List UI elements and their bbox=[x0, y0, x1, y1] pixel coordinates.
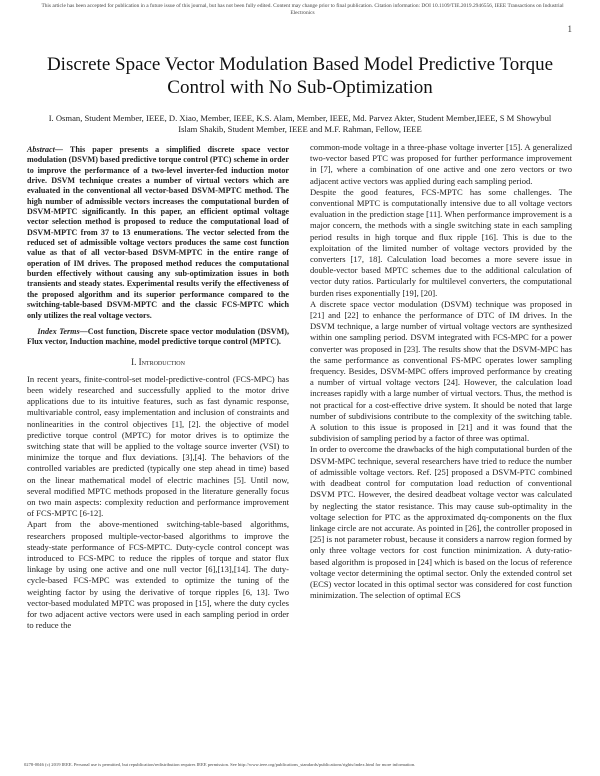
body-paragraph: In recent years, finite-control-set model-predictive-control (FCS-MPC) has been widely researched and successfully applied to the motor drive applications due to its intuitive features, such as fast dynamic response, multivariable control, easy implementation and inclusion of constraints and nonlinearities in the control objectives [1], [2]. the objective of model predictive torque control (MPTC) for motor drives is to optimize the switching state that will be applied to the voltage source inverter (VSI) to minimize the torque and flux deviations. [3],[4]. The behaviors of the controlled variables are predicted (typically one step ahead in time) based on the linear mathematical model of electric machines [5]. Until now, several modified MPTC methods proposed in the literature generally focus on two main aspects: complexity reduction and performance improvement of FCS-MPTC [6-12]. bbox=[27, 373, 289, 519]
abstract bbox=[27, 145, 289, 321]
left-column bbox=[27, 145, 289, 631]
journal-header-note: This article has been accepted for publication in a future issue of this journal, but has not been fully edited. Content may change prior to final publication. Citation information: DOI 10.1109/TIE.2019.2946556, IEEE Transactions on Industrial Electronics bbox=[41, 3, 564, 17]
paper-title: Discrete Space Vector Modulation Based Model Predictive Torque Control with No Sub-Optimization bbox=[46, 54, 554, 98]
section-heading-introduction: I. Introduction bbox=[131, 356, 185, 367]
body-paragraph: Despite the good features, FCS-MPTC has some challenges. The conventional MPTC is computationally intensive due to all voltage vectors evaluation in the prediction stage [11]. When performance improvement is a major concern, the methods with a single switching state in each sampling period results in high torque and flux ripple [16]. This is due to the exploitation of the limited number of voltage vectors provided by the converters [17, 18]. Calculation load becomes a more severe issue in double-vector based MPTC schemes due to the additional calculation of vector duty ratios. Particularly for multilevel converters, the computational burden rises exponentially [19], [20]. bbox=[310, 186, 572, 298]
abstract-label: Abstract— bbox=[27, 145, 63, 154]
copyright-footer: 0278-0046 (c) 2019 IEEE. Personal use is permitted, but republication/redistribution requires IEEE permission. See http://www.ieee.org/publications_standards/publications/rights/index.html for more information. bbox=[24, 762, 416, 767]
page-number: 1 bbox=[567, 24, 572, 34]
index-terms-label: Index Terms— bbox=[37, 326, 88, 336]
body-paragraph: common-mode voltage in a three-phase voltage inverter [15]. A generalized two-vector based PTC was proposed for further performance improvement in [7], where a combination of one active and one zero vectors or two adjacent active vectors was applied during each sampling period. bbox=[310, 142, 572, 186]
author-list: I. Osman, Student Member, IEEE, D. Xiao, Member, IEEE, K.S. Alam, Member, IEEE, Md. Parvez Akter, Student Member,IEEE, S M Showybul Islam Shakib, Student Member, IEEE and M.F. Rahman, Fellow, IEEE bbox=[48, 113, 552, 134]
body-paragraph: Apart from the above-mentioned switching-table-based algorithms, researchers proposed multiple-vector-based algorithms to improve the steady-state performance of FCS-MPTC. Duty-cycle control concept was introduced to FCS-MPC to reduce the ripples of torque and stator flux linkage by using one active and one null vector [6],[13],[14]. The duty-cycle-based FCS-MPC was extended to optimize the tuning of the weighting factor by using the derivative of torque ripples [6, 13]. Two vector-based modulated MPTC was proposed in [15], where the duty cycles for two adjacent active vectors were used in each sampling period in order to reduce the bbox=[27, 519, 289, 631]
index-terms-text: Cost function, Discrete space vector modulation (DSVM), Flux vector, Induction machine, model predictive torque control (MPTC). bbox=[27, 326, 290, 347]
body-paragraph: A discrete space vector modulation (DSVM) technique was proposed in [21] and [22] to enhance the performance of DTC of IM drives. In the DSVM technique, a large number of virtual voltage vectors are synthesized within one sampling period. DSVM integrated with FCS-MPC for a power converter was proposed in [23]. The results show that the DSVM-MPC has the same performance as conventional FS-MPC operates lower sampling frequency. Besides, DSVM-MPC offers improved performance by creating a number of virtual voltage vectors [24]. However, the calculation load increases rapidly with a large number of virtual vectors. Thus, the method is not practical for a cost-effective drive system. It should be noted that large number of subdivisions contribute to the complexity of the switching table. A solution to this issue is proposed in [21] and it was found that the subdivision of sampling period by a factor of three was optimal. bbox=[310, 298, 572, 444]
abstract-text: This paper presents a simplified discrete space vector modulation (DSVM) based predictive torque control (PTC) scheme in order to improve the performance of a two-level inverter-fed induction motor drive. DSVM technique creates a number of virtual vectors which are evaluated in the conventional all vector-based DSVM-MPTC method. The high number of admissible vectors increases the computational burden of DSVM-MPTC significantly. In this paper, an efficient optimal voltage vector selection method is proposed to reduce the computational load of DSVM-MPTC from 37 to 13 enumerations. The vector selected from the reduced set of admissible voltage vectors produces the same cost function value as that of all vector-based DSVM-MPTC in the entire range of operation of IM drives. The proposed method reduces the computational burden effectively without causing any sub-optimization issues in both transients and steady states. Experimental results verify the effectiveness of the proposed algorithm and its superior performance compared to the switching-table-based DSVM-MPTC and the classic FCS-MPTC which only utilizes the real voltage vectors. bbox=[27, 145, 289, 320]
index-terms bbox=[27, 327, 289, 348]
right-column bbox=[310, 142, 572, 601]
body-paragraph: In order to overcome the drawbacks of the high computational burden of the DSVM-MPC technique, several researchers have tried to reduce the number of admissible voltage vectors. Ref. [25] proposed a DSVM-PTC combined with deadbeat control for computation load reduction of conventional DSVM PTC. However, the desired deadbeat voltage vector was calculated by neglecting the stator resistance. This may cause sub-optimality in the voltage selection for PTC as the approximated dq-components on the flux linkage circle are not accurate. As pointed in [26], the controller proposed in [25] is not parameter robust, because it considers a narrow region formed by only three voltage vectors for cost function minimization. A duty-ratio-based algorithm is proposed in [24] which is based on the locus of reference voltage vector determining the optimal sector. Only the extended control set (ECS) vector located in this optimal sector was considered for cost function minimization. The selection of optimal ECS bbox=[310, 444, 572, 601]
